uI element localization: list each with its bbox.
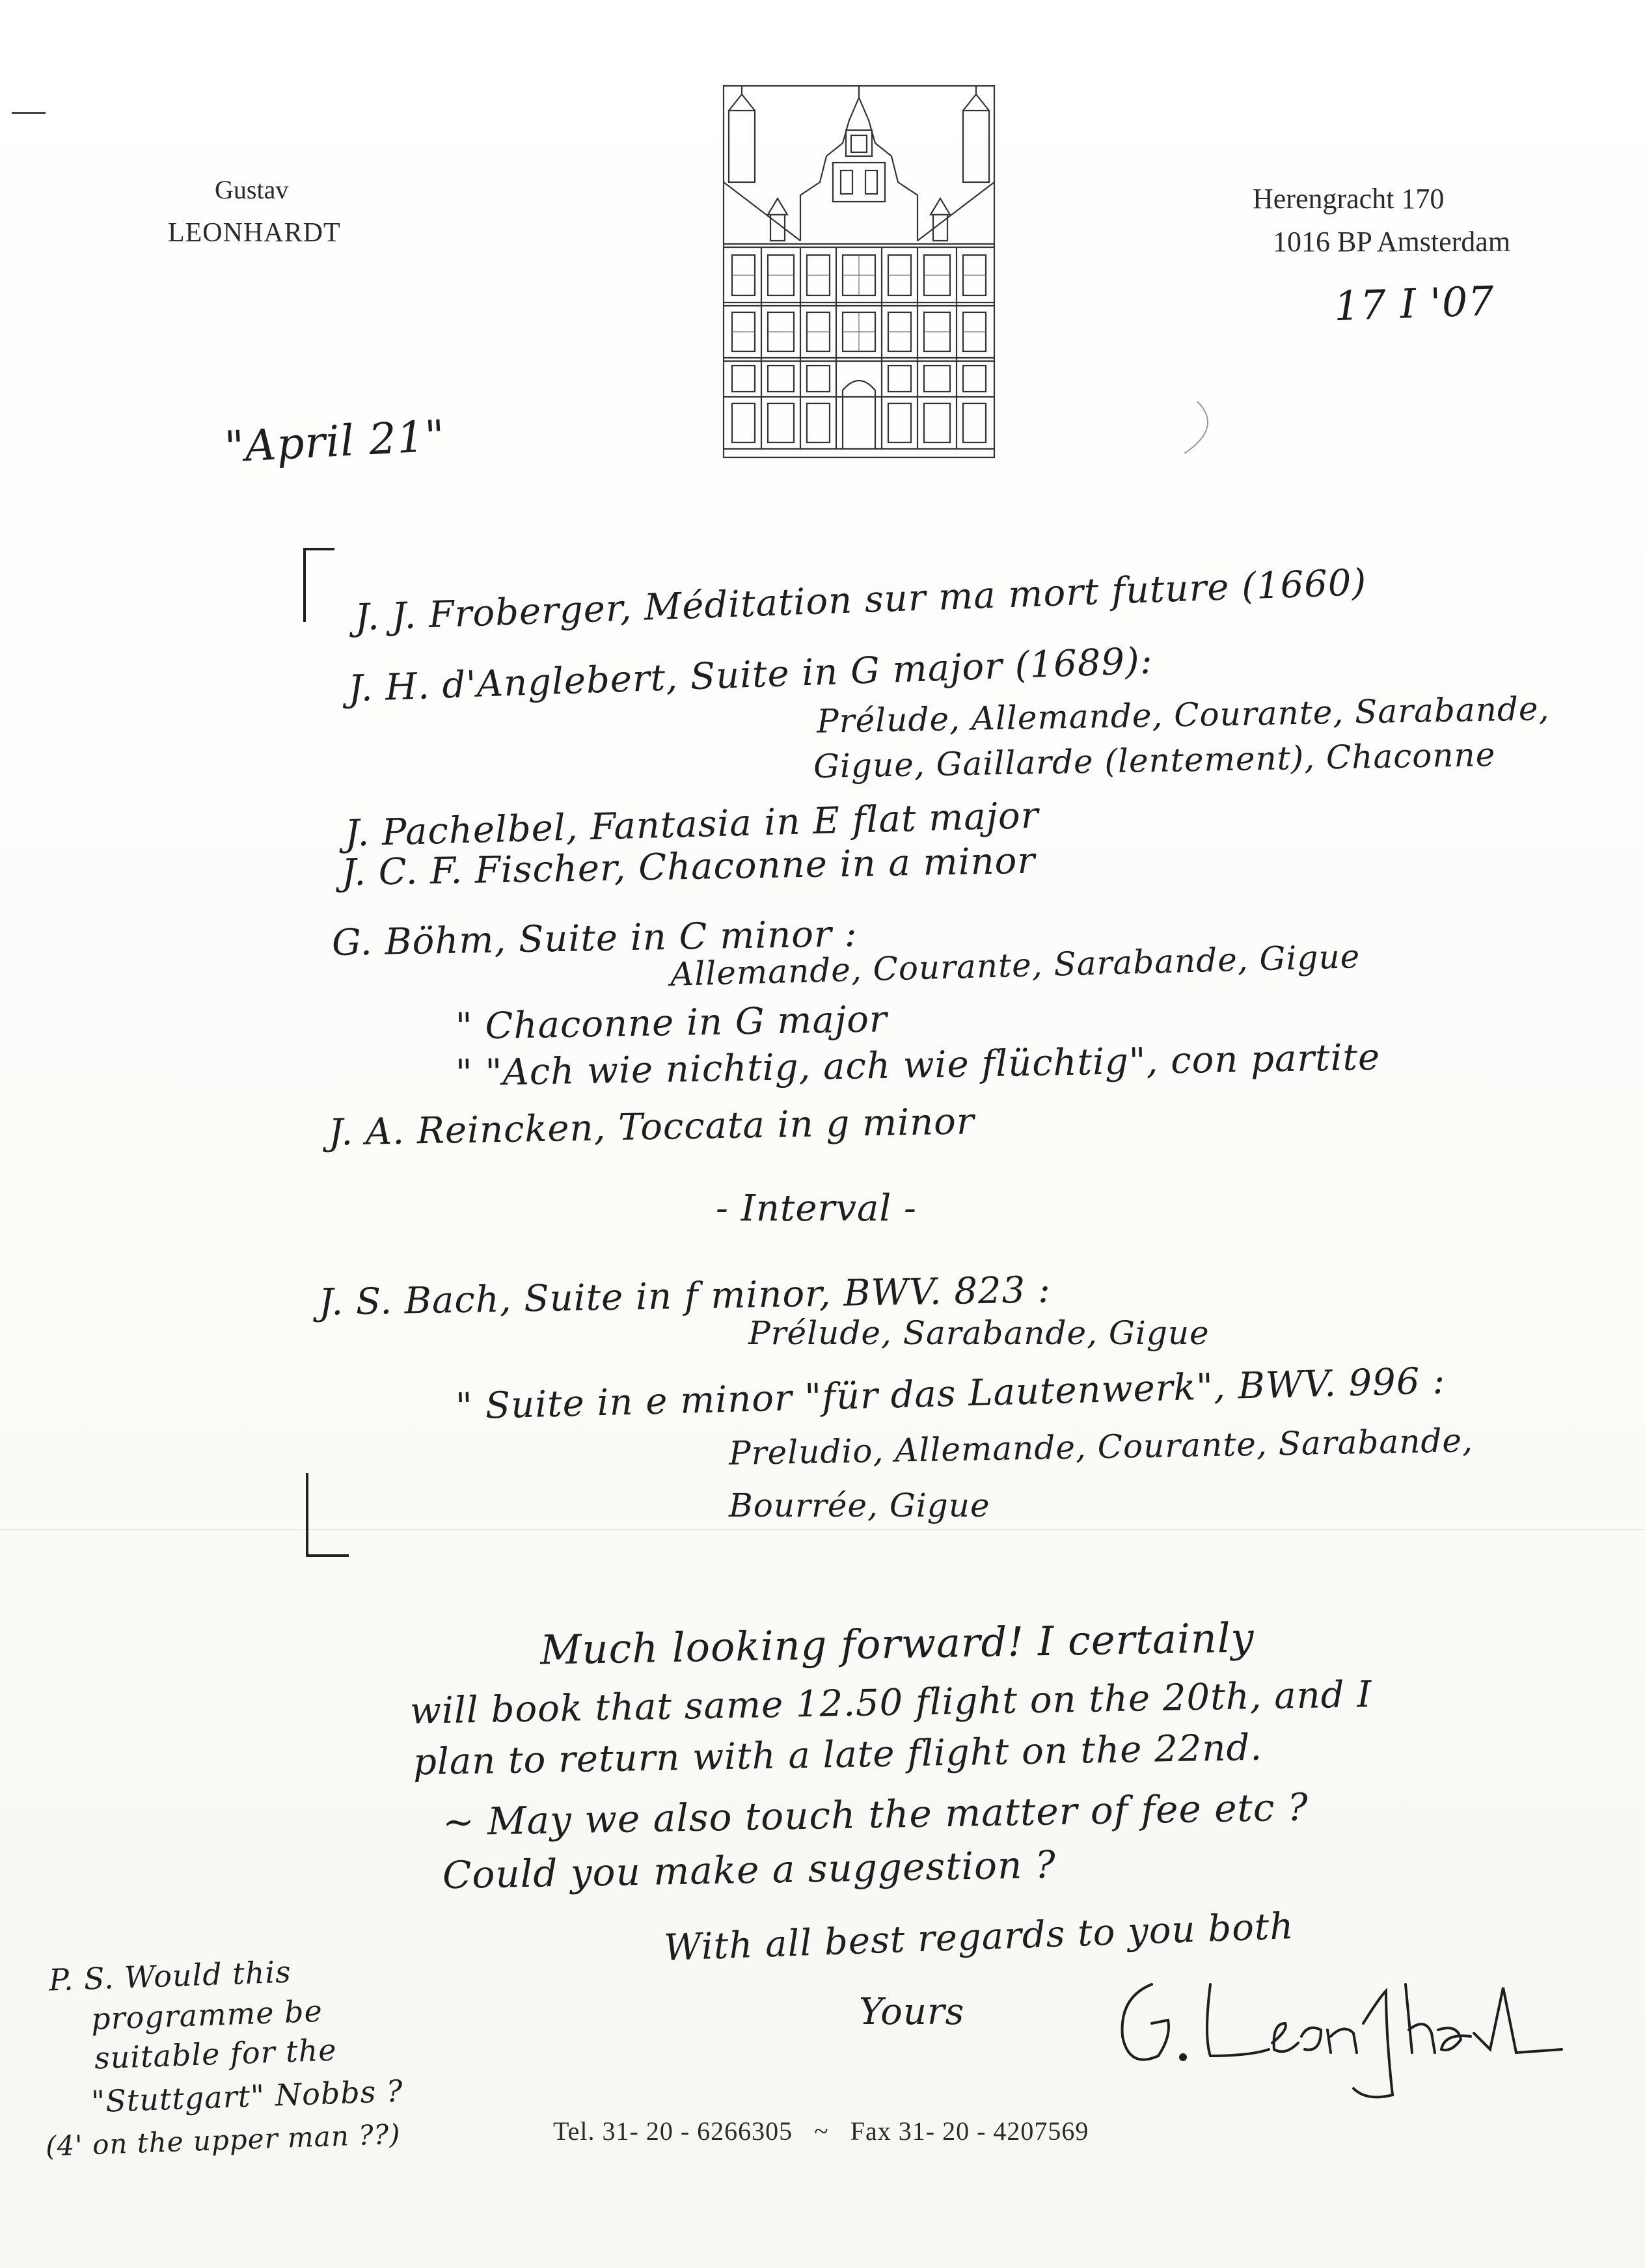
programme-title: "April 21" xyxy=(223,411,447,472)
programme-bracket-bottom xyxy=(306,1473,349,1557)
programme-line: J. Pachelbel, Fantasia in E flat major xyxy=(344,794,1040,855)
paper-fold xyxy=(0,1529,1645,1530)
programme-line: J. A. Reincken, Toccata in g minor xyxy=(328,1100,975,1154)
closing-yours: Yours xyxy=(859,1991,965,2033)
letterhead-last-name: LEONHARDT xyxy=(168,218,341,248)
programme-line: J. S. Bach, Suite in f minor, BWV. 823 : xyxy=(318,1269,1052,1324)
edge-mark xyxy=(12,112,46,114)
programme-line: J. C. F. Fischer, Chaconne in a minor xyxy=(341,839,1036,895)
programme-line: " Chaconne in G major xyxy=(455,998,888,1048)
letterhead-first-name: Gustav xyxy=(215,175,289,204)
programme-subline: Preludio, Allemande, Courante, Sarabande, xyxy=(728,1422,1474,1472)
interval-label: - Interval - xyxy=(716,1187,917,1230)
programme-line: " "Ach wie nichtig, ach wie flüchtig", con partite xyxy=(455,1036,1381,1095)
signature-drawing xyxy=(1106,1958,1575,2108)
postscript-line: (4' on the upper man ??) xyxy=(45,2118,401,2163)
postscript-line: programme be xyxy=(90,1993,323,2037)
letterhead-contact: Tel. 31- 20 - 6266305 ~ Fax 31- 20 - 4207569 xyxy=(553,2116,1089,2146)
programme-line: J. J. Froberger, Méditation sur ma mort future (1660) xyxy=(354,561,1368,640)
programme-subline: Gigue, Gaillarde (lentement), Chaconne xyxy=(813,735,1496,786)
programme-line: G. Böhm, Suite in C minor : xyxy=(331,912,858,965)
letter-date: 17 I '07 xyxy=(1333,277,1495,331)
building-engraving-icon xyxy=(722,85,996,459)
closing-line: With all best regards to you both xyxy=(663,1905,1295,1969)
closing-line: Much looking forward! I certainly xyxy=(539,1613,1255,1674)
closing-line: ~ May we also touch the matter of fee etc ? xyxy=(442,1785,1309,1844)
programme-subline: Bourrée, Gigue xyxy=(729,1487,990,1524)
closing-line: will book that same 12.50 flight on the 20th, and I xyxy=(409,1673,1373,1733)
letterhead-city: 1016 BP Amsterdam xyxy=(1273,226,1511,258)
pencil-mark xyxy=(1178,398,1223,457)
programme-subline: Prélude, Allemande, Courante, Sarabande, xyxy=(816,690,1550,740)
postscript-line: P. S. Would this xyxy=(48,1954,292,1998)
closing-line: plan to return with a late flight on the 22nd. xyxy=(413,1726,1263,1784)
postscript-line: "Stuttgart" Nobbs ? xyxy=(90,2073,404,2120)
programme-line: J. H. d'Anglebert, Suite in G major (1689): xyxy=(347,640,1154,710)
programme-bracket-top xyxy=(303,548,334,622)
postscript-line: suitable for the xyxy=(94,2032,338,2076)
closing-line: Could you make a suggestion ? xyxy=(442,1842,1057,1898)
programme-subline: Allemande, Courante, Sarabande, Gigue xyxy=(670,938,1361,993)
letterhead-street: Herengracht 170 xyxy=(1253,183,1445,215)
programme-subline: Prélude, Sarabande, Gigue xyxy=(748,1314,1210,1352)
programme-line: " Suite in e minor "für das Lautenwerk", BWV. 996 : xyxy=(455,1360,1446,1428)
